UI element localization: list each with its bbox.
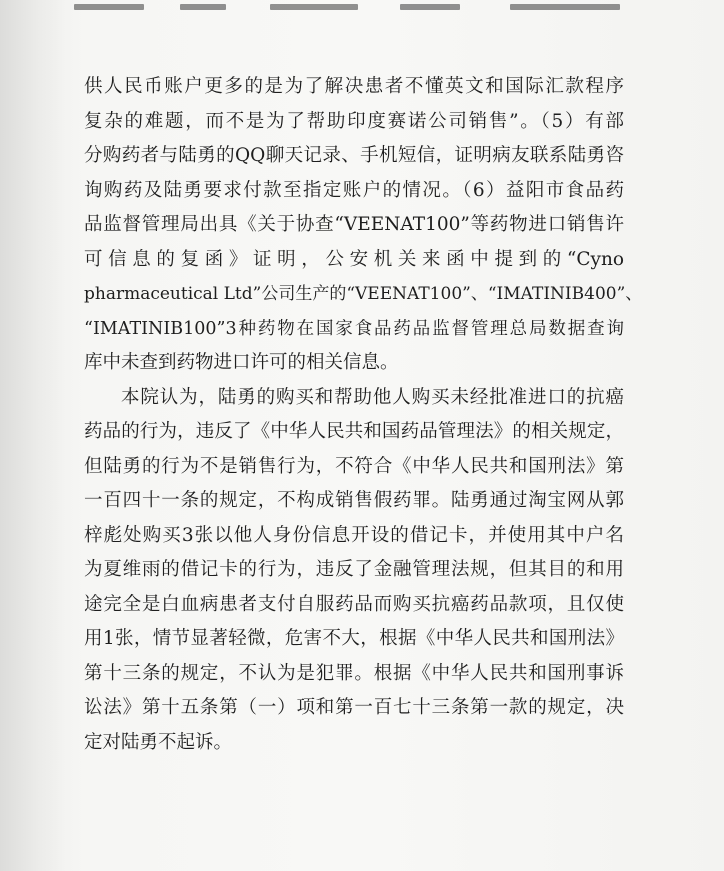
text-line: 可信息的复函》证明，公安机关来函中提到的“Cyno [84, 248, 624, 270]
text-line: 定对陆勇不起诉。 [84, 731, 233, 753]
cropped-text-fragment [74, 4, 144, 10]
text-line: 用1张，情节显著轻微，危害不大，根据《中华人民共和国刑法》 [84, 628, 624, 649]
text-line: 供人民币账户更多的是为了解决患者不懂英文和国际汇款程序 [84, 76, 624, 97]
text-line: 品监督管理局出具《关于协查“VEENAT100”等药物进口销售许 [84, 214, 624, 235]
text-line: 第十三条的规定，不认为是犯罪。根据《中华人民共和国刑事诉 [84, 662, 624, 684]
document-body [84, 70, 643, 760]
text-line: 分购药者与陆勇的QQ聊天记录、手机短信，证明病友联系陆勇咨 [84, 145, 624, 166]
scan-left-edge-shadow [0, 0, 66, 871]
text-line: pharmaceutical Ltd”公司生产的“VEENAT100”、“IMATINIB400”、 [84, 284, 643, 304]
paragraph-start-line: 本院认为，陆勇的购买和帮助他人购买未经批准进口的抗癌 [121, 386, 624, 408]
text-line: 梓彪处购买3张以他人身份信息开设的借记卡，并使用其中户名 [84, 524, 624, 546]
cropped-text-fragment [400, 4, 460, 10]
cropped-text-fragment [510, 4, 620, 10]
text-line: 讼法》第十五条第（一）项和第一百七十三条第一款的规定，决 [84, 697, 624, 718]
text-line: “IMATINIB100”3种药物在国家食品药品监督管理总局数据查询 [84, 318, 624, 339]
text-line: 但陆勇的行为不是销售行为，不符合《中华人民共和国刑法》第 [84, 455, 624, 477]
text-line: 复杂的难题，而不是为了帮助印度赛诺公司销售”。（5）有部 [84, 110, 624, 132]
cropped-previous-line-fragment [60, 0, 680, 20]
text-line: 一百四十一条的规定，不构成销售假药罪。陆勇通过淘宝网从郭 [84, 490, 624, 511]
text-line: 药品的行为，违反了《中华人民共和国药品管理法》的相关规定， [84, 421, 624, 442]
text-line: 询购药及陆勇要求付款至指定账户的情况。（6）益阳市食品药 [84, 179, 624, 201]
text-line: 库中未查到药物进口许可的相关信息。 [84, 352, 399, 373]
cropped-text-fragment [270, 4, 358, 10]
text-line: 途完全是白血病患者支付自服药品而购买抗癌药品款项，且仅使 [84, 593, 624, 615]
cropped-text-fragment [180, 4, 226, 10]
text-line: 为夏维雨的借记卡的行为，违反了金融管理法规，但其目的和用 [84, 559, 624, 580]
